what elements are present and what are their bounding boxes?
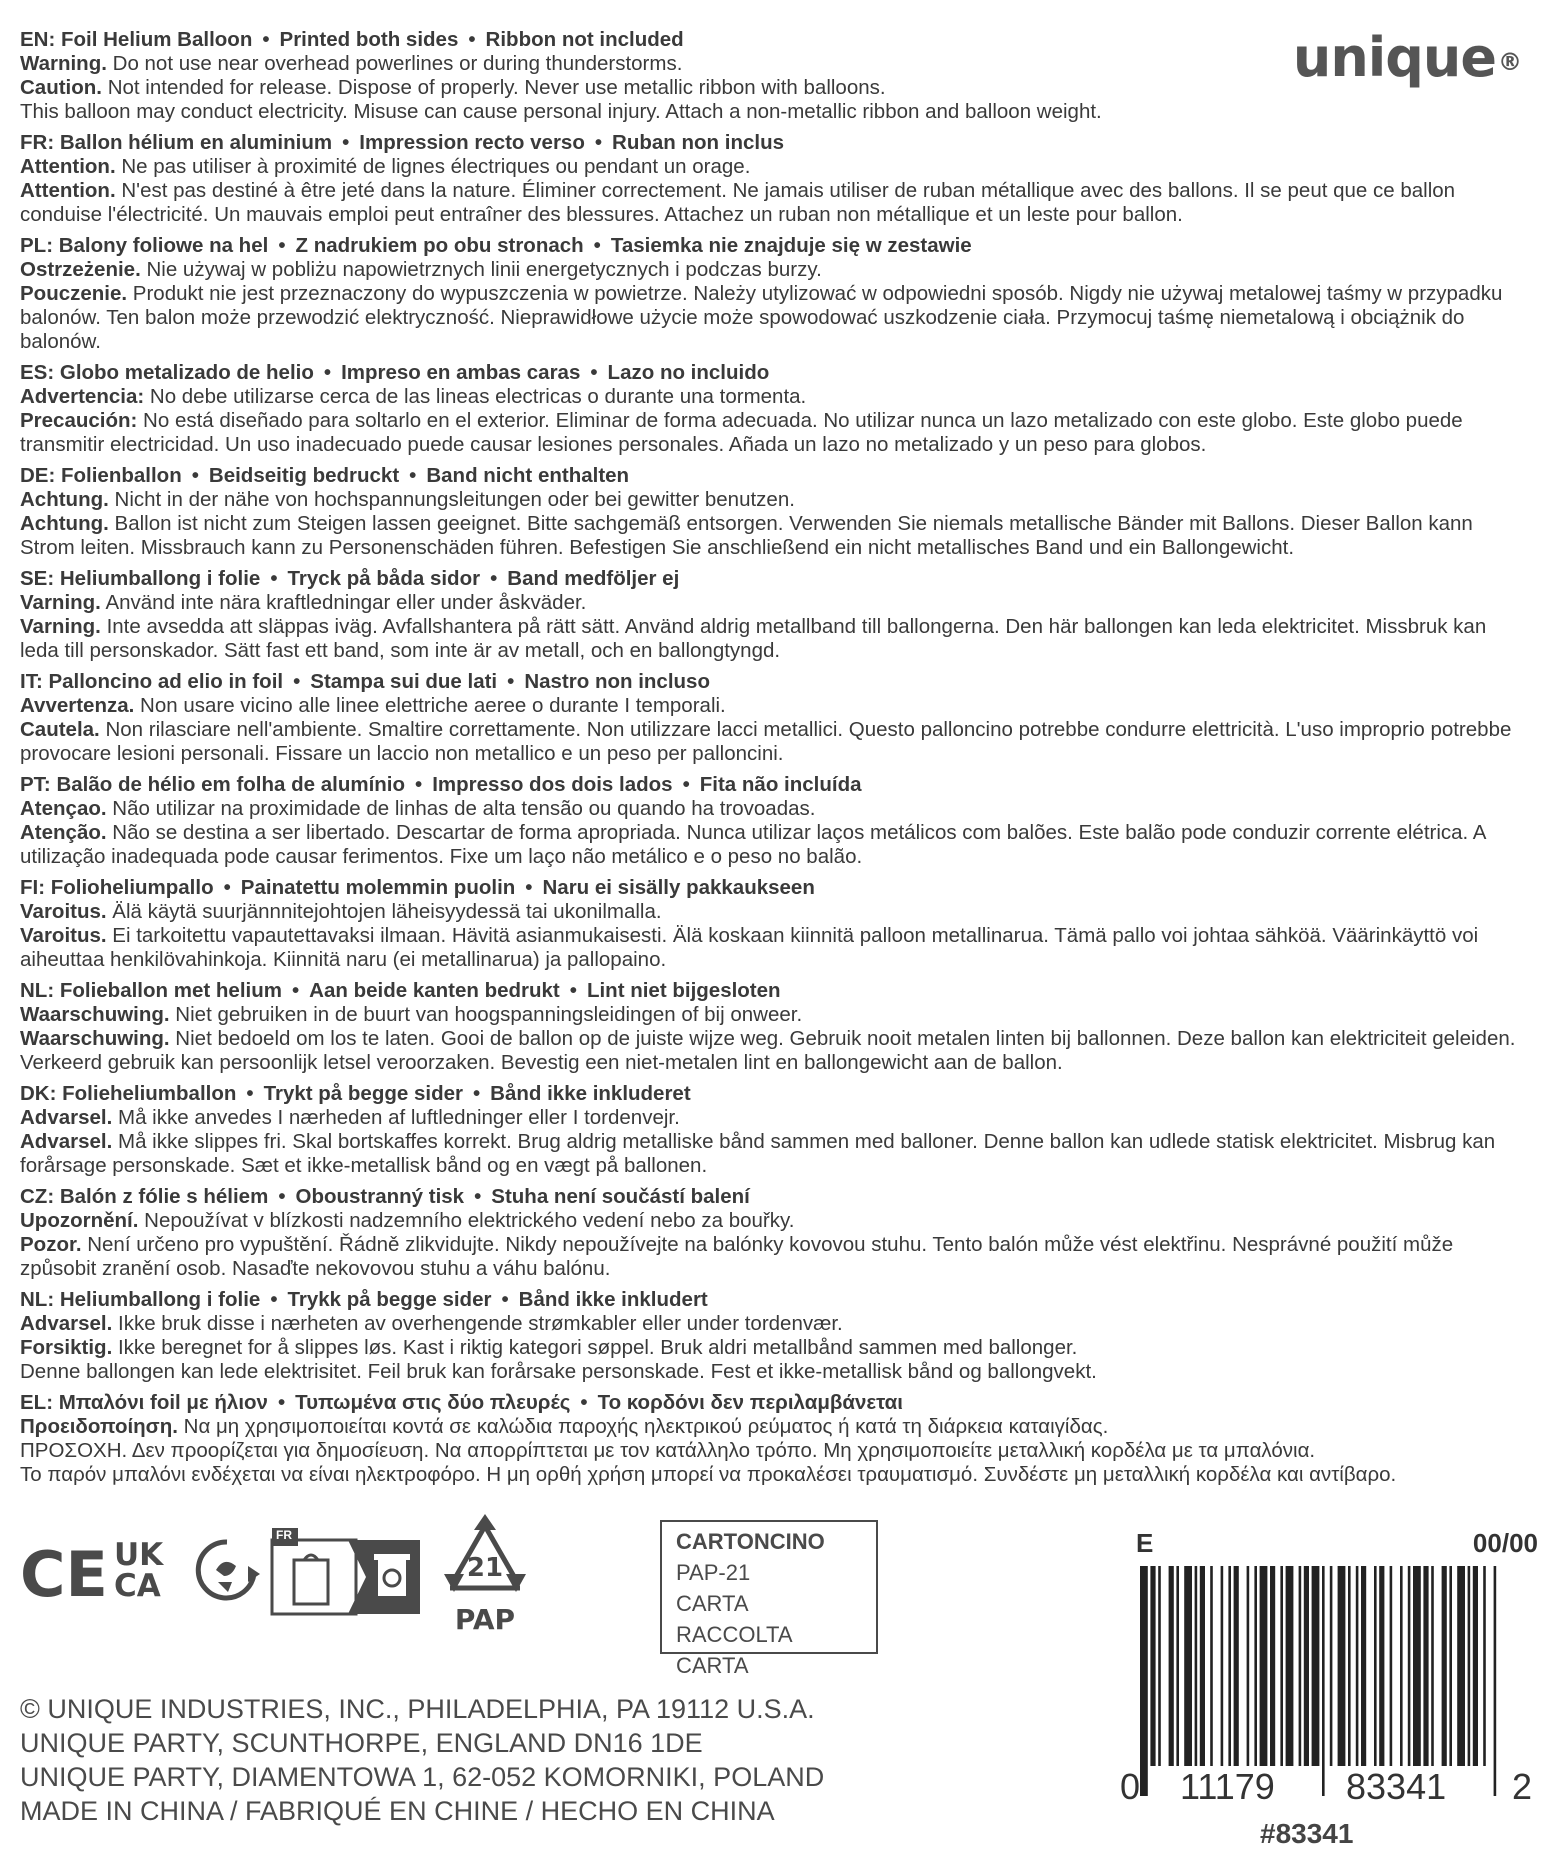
warning-label: Varning. bbox=[20, 591, 101, 614]
bullet-separator: • bbox=[262, 28, 270, 51]
barcode-bar bbox=[1408, 1566, 1411, 1766]
warning-line bbox=[20, 821, 1520, 869]
header-part: Aan beide kanten bedrukt bbox=[309, 979, 560, 1002]
header-part: PT: Balão de hélio em folha de alumínio bbox=[20, 773, 406, 796]
warning-line bbox=[20, 591, 1520, 615]
warning-text: Nicht in der nähe von hochspannungsleitungen oder bei gewitter benutzen. bbox=[108, 488, 795, 511]
barcode-bar bbox=[1184, 1566, 1192, 1766]
header-part: Impression recto verso bbox=[359, 131, 585, 154]
ukca-bottom: CA bbox=[114, 1568, 161, 1604]
language-section bbox=[20, 28, 1520, 124]
footer-area bbox=[20, 1520, 1538, 1860]
barcode-bar bbox=[1280, 1566, 1283, 1766]
bullet-separator: • bbox=[223, 876, 231, 899]
warning-text: Not intended for release. Dispose of properly. Never use metallic ribbon with balloons. bbox=[102, 76, 886, 99]
warning-line bbox=[20, 1360, 1520, 1384]
recycle-material: PAP bbox=[454, 1603, 516, 1636]
warning-line bbox=[20, 488, 1520, 512]
recycling-line: CARTA bbox=[676, 1591, 749, 1616]
barcode-bar bbox=[1299, 1566, 1302, 1766]
warning-line bbox=[20, 52, 1520, 76]
language-section bbox=[20, 567, 1520, 663]
bullet-separator: • bbox=[501, 1288, 509, 1311]
warning-text: No está diseñado para soltarlo en el exterior. Eliminar de forma adecuada. No utilizar nunca un lazo metalizado con este globo. Este globo puede transmitir electricidad. Un uso inadecuado puede causar lesiones personales. Añada un lazo no metalizado y un peso para globos. bbox=[20, 409, 1463, 456]
barcode-bar bbox=[1176, 1566, 1179, 1766]
barcode-bar bbox=[1483, 1566, 1486, 1766]
language-section bbox=[20, 1082, 1520, 1178]
warning-line bbox=[20, 1027, 1520, 1075]
language-section bbox=[20, 464, 1520, 560]
header-part: Bånd ikke inkludert bbox=[518, 1288, 708, 1311]
warning-text: ΠΡΟΣΟΧΗ. Δεν προορίζεται για δημοσίευση. Να απορρίπτεται με τον κατάλληλο τρόπο. Μη χρησιμοποιείτε μεταλλική κορδέλα με τα μπαλόνια. bbox=[20, 1439, 1316, 1462]
bullet-separator: • bbox=[593, 234, 601, 257]
section-header bbox=[20, 131, 1520, 155]
section-header bbox=[20, 1185, 1520, 1209]
bullet-separator: • bbox=[409, 464, 417, 487]
warning-line bbox=[20, 155, 1520, 179]
section-header bbox=[20, 773, 1520, 797]
barcode-bar bbox=[1457, 1566, 1465, 1766]
warning-line bbox=[20, 694, 1520, 718]
bullet-separator: • bbox=[415, 773, 423, 796]
recycle-head-icon bbox=[194, 1536, 260, 1606]
warning-line bbox=[20, 615, 1520, 663]
header-part: Trykk på begge sider bbox=[287, 1288, 492, 1311]
header-part: Nastro non incluso bbox=[524, 670, 710, 693]
warning-label: Upozornění. bbox=[20, 1209, 139, 1232]
warning-text: Niet bedoeld om los te laten. Gooi de ballon op de juiste wijze weg. Gebruik nooit metalen linten bij ballonnen. Deze ballon kan elektriciteit geleiden. Verkeerd gebruik kan persoonlijk letsel veroorzaken. Bevestig een niet-metalen lint en ballongewicht aan de ballon. bbox=[20, 1027, 1516, 1074]
header-part: Ribbon not included bbox=[485, 28, 684, 51]
header-part: PL: Balony foliowe na hel bbox=[20, 234, 269, 257]
bullet-separator: • bbox=[474, 1185, 482, 1208]
header-part: Oboustranný tisk bbox=[295, 1185, 465, 1208]
warning-label: Waarschuwing. bbox=[20, 1003, 170, 1026]
bullet-separator: • bbox=[246, 1082, 254, 1105]
language-section bbox=[20, 876, 1520, 972]
header-part: CZ: Balón z fólie s héliem bbox=[20, 1185, 269, 1208]
warning-text: Använd inte nära kraftledningar eller under åskväder. bbox=[100, 591, 587, 614]
address-line: UNIQUE PARTY, DIAMENTOWA 1, 62-052 KOMORNIKI, POLAND bbox=[20, 1762, 825, 1792]
warning-text: Ei tarkoitettu vapautettavaksi ilmaan. Hävitä asianmukaisesti. Älä koskaan kiinnitä palloon metallinarua. Tämä pallo voi johtaa sähköä. Väärinkäyttö voi aiheuttaa henkilövahinkoja. Kiinnitä naru (ei metallinarua) ja pallopaino. bbox=[20, 924, 1479, 971]
warning-text: Να μη χρησιμοποιείται κοντά σε καλώδια παροχής ηλεκτρικού ρεύματος ή κατά τη διάρκεια καταιγίδας. bbox=[177, 1415, 1109, 1438]
warning-label: Achtung. bbox=[20, 512, 109, 535]
warning-label: Avvertenza. bbox=[20, 694, 135, 717]
warning-text: This balloon may conduct electricity. Misuse can cause personal injury. Attach a non-metallic ribbon and balloon weight. bbox=[20, 100, 1102, 123]
warning-line bbox=[20, 1003, 1520, 1027]
pap-recycling-symbol bbox=[440, 1520, 530, 1636]
warning-line bbox=[20, 409, 1520, 457]
bullet-separator: • bbox=[270, 567, 278, 590]
header-part: ES: Globo metalizado de helio bbox=[20, 361, 314, 384]
bullet-separator: • bbox=[594, 131, 603, 154]
header-part: Lint niet bijgesloten bbox=[586, 979, 781, 1002]
warning-line bbox=[20, 512, 1520, 560]
warning-line bbox=[20, 1463, 1520, 1487]
warning-label: Pouczenie. bbox=[20, 282, 128, 305]
warning-text: Non usare vicino alle linee elettriche aeree o durante I temporali. bbox=[134, 694, 726, 717]
barcode-bar bbox=[1221, 1566, 1224, 1766]
warning-line bbox=[20, 1336, 1520, 1360]
warning-line bbox=[20, 718, 1520, 766]
warning-text: Må ikke anvedes I nærheden af luftledninger eller I tordenvejr. bbox=[112, 1106, 680, 1129]
header-part: EN: Foil Helium Balloon bbox=[20, 28, 253, 51]
warning-label: Waarschuwing. bbox=[20, 1027, 170, 1050]
bullet-separator: • bbox=[569, 979, 577, 1002]
section-header bbox=[20, 1082, 1520, 1106]
recycle-code: 21 bbox=[466, 1553, 504, 1583]
warning-label: Ostrzeżenie. bbox=[20, 258, 141, 281]
warning-line bbox=[20, 1209, 1520, 1233]
recycle-triangle-icon bbox=[440, 1520, 530, 1600]
barcode-bar bbox=[1286, 1566, 1294, 1766]
warning-line bbox=[20, 1439, 1520, 1463]
warning-label: Attention. bbox=[20, 179, 116, 202]
barcode-bar bbox=[1270, 1566, 1275, 1766]
warning-label: Advarsel. bbox=[20, 1130, 113, 1153]
warning-line bbox=[20, 385, 1520, 409]
barcode-bar bbox=[1400, 1566, 1403, 1766]
header-part: Z nadrukiem po obu stronach bbox=[295, 234, 584, 257]
ukca-mark-icon bbox=[114, 1537, 180, 1604]
warning-text: N'est pas destiné à être jeté dans la nature. Éliminer correctement. Ne jamais utiliser de ruban métallique avec des ballons. Il se peut que ce ballon conduise l'électricité. Un mauvais emploi peut entraîner des blessures. Attachez un ruban non métallique et un leste pour ballon. bbox=[20, 179, 1456, 226]
bullet-separator: • bbox=[468, 28, 476, 51]
section-header bbox=[20, 361, 1520, 385]
section-header bbox=[20, 1288, 1520, 1312]
address-line: MADE IN CHINA / FABRIQUÉ EN CHINE / HECHO EN CHINA bbox=[20, 1796, 775, 1826]
warning-label: Forsiktig. bbox=[20, 1336, 113, 1359]
header-part: Band medföljer ej bbox=[507, 567, 680, 590]
header-part: Beidseitig bedruckt bbox=[208, 464, 400, 487]
barcode-bar bbox=[1140, 1566, 1148, 1796]
warning-label: Advertencia: bbox=[20, 385, 145, 408]
brand-name: unique bbox=[1292, 26, 1496, 89]
language-section bbox=[20, 1288, 1520, 1384]
barcode-bar bbox=[1150, 1566, 1155, 1766]
bullet-separator: • bbox=[525, 876, 533, 899]
bullet-separator: • bbox=[277, 1391, 286, 1414]
warning-text: Nepoužívat v blízkosti nadzemního elektrického vedení nebo za bouřky. bbox=[138, 1209, 795, 1232]
barcode-bar bbox=[1247, 1566, 1250, 1766]
bullet-separator: • bbox=[472, 1082, 481, 1105]
triman-badge bbox=[270, 1526, 422, 1616]
barcode-bars bbox=[1140, 1566, 1500, 1796]
warning-text: Není určeno pro vypuštění. Řádně zlikvidujte. Nikdy nepoužívejte na balónky kovovou stuhu. Tento balón může vést elektřinu. Nesprávné použití může způsobit zranění osob. Nasaďte nekovovou stuhu a váhu balónu. bbox=[20, 1233, 1454, 1280]
warning-line bbox=[20, 900, 1520, 924]
barcode-bar bbox=[1338, 1566, 1346, 1766]
barcode-bar bbox=[1330, 1566, 1333, 1766]
barcode-bar bbox=[1322, 1566, 1325, 1796]
barcode-bar bbox=[1260, 1566, 1268, 1766]
warning-line bbox=[20, 76, 1520, 100]
language-section bbox=[20, 1391, 1520, 1487]
barcode-bar bbox=[1431, 1566, 1434, 1766]
section-header bbox=[20, 1391, 1520, 1415]
header-part: Impreso en ambas caras bbox=[341, 361, 581, 384]
header-part: Printed both sides bbox=[279, 28, 459, 51]
barcode-bar bbox=[1468, 1566, 1471, 1766]
barcode-bar bbox=[1200, 1566, 1205, 1766]
header-part: Band nicht enthalten bbox=[426, 464, 630, 487]
language-section bbox=[20, 773, 1520, 869]
recycling-line: RACCOLTA CARTA bbox=[676, 1622, 792, 1678]
bullet-separator: • bbox=[682, 773, 690, 796]
header-part: IT: Palloncino ad elio in foil bbox=[20, 670, 284, 693]
bullet-separator: • bbox=[507, 670, 515, 693]
barcode-bar bbox=[1442, 1566, 1447, 1766]
warning-label: Προειδοποίηση. bbox=[20, 1415, 178, 1438]
sku-number: #83341 bbox=[1260, 1818, 1354, 1849]
header-part: Tasiemka nie znajduje się w zestawie bbox=[610, 234, 972, 257]
warning-text: Non rilasciare nell'ambiente. Smaltire correttamente. Non utilizzare lacci metallici. Questo palloncino potrebbe condurre elettricità. L'uso improprio potrebbe provocare lesioni personali. Fissare un laccio non metallico e un peso per palloncini. bbox=[20, 718, 1512, 765]
barcode-bar bbox=[1379, 1566, 1384, 1766]
warning-line bbox=[20, 1233, 1520, 1281]
header-part: FR: Ballon hélium en aluminium bbox=[20, 131, 333, 154]
registered-mark: ® bbox=[1498, 48, 1521, 76]
warning-label: Advarsel. bbox=[20, 1106, 113, 1129]
warning-label: Precaución: bbox=[20, 409, 138, 432]
header-part: Τυπωμένα στις δύο πλευρές bbox=[295, 1391, 571, 1414]
language-section bbox=[20, 361, 1520, 457]
barcode-bar bbox=[1210, 1566, 1213, 1766]
warning-text: Το παρόν μπαλόνι ενδέχεται να είναι ηλεκτροφόρο. Η μη ορθή χρήση μπορεί να προκαλέσει τραυματισμό. Συνδέστε μη μεταλλική κορδέλα και αντίβαρο. bbox=[20, 1463, 1397, 1486]
section-header bbox=[20, 234, 1520, 258]
header-part: DE: Folienballon bbox=[20, 464, 182, 487]
warning-label: Achtung. bbox=[20, 488, 109, 511]
barcode-digit-first: 0 bbox=[1120, 1766, 1141, 1807]
bullet-separator: • bbox=[580, 1391, 588, 1414]
header-part: Stuha není součástí balení bbox=[491, 1185, 750, 1208]
language-section bbox=[20, 670, 1520, 766]
warning-label: Varning. bbox=[20, 615, 101, 638]
warning-text: Inte avsedda att släppas iväg. Avfallshantera på rätt sätt. Använd aldrig metallband till ballongerna. Den här ballongen kan leda elektricitet. Missbruk kan leda till personskador. Sätt fast ett band, som inte är av metall, och en ballongtyngd. bbox=[20, 615, 1487, 662]
barcode-bar bbox=[1195, 1566, 1198, 1766]
barcode-digit-last: 2 bbox=[1512, 1766, 1533, 1807]
header-part: Lazo no incluido bbox=[607, 361, 770, 384]
warning-text: Ikke beregnet for å slippes løs. Kast i riktig kategori søppel. Bruk aldri metallbånd sammen med ballonger. bbox=[112, 1336, 1078, 1359]
warning-text: Não utilizar na proximidade de linhas de alta tensão ou quando ha trovoadas. bbox=[106, 797, 816, 820]
header-part: NL: Folieballon met helium bbox=[20, 979, 282, 1002]
warning-line bbox=[20, 258, 1520, 282]
section-header bbox=[20, 464, 1520, 488]
recycling-line: CARTONCINO bbox=[676, 1529, 825, 1554]
header-part: SE: Heliumballong i folie bbox=[20, 567, 261, 590]
warning-label: Warning. bbox=[20, 52, 107, 75]
warning-text: Não se destina a ser libertado. Descartar de forma apropriada. Nunca utilizar laços metálicos com balões. Este balão pode conduzir corrente elétrica. A utilização inadequada pode causar ferimentos. Fixe um laço não metálico e o peso no balão. bbox=[20, 821, 1486, 868]
barcode-bar bbox=[1348, 1566, 1351, 1766]
bullet-separator: • bbox=[590, 361, 598, 384]
warning-text: Nie używaj w pobliżu napowietrznych linii energetycznych i podczas burzy. bbox=[140, 258, 822, 281]
barcode-corner-left: E bbox=[1136, 1528, 1154, 1558]
barcode-bar bbox=[1361, 1566, 1366, 1766]
header-part: NL: Heliumballong i folie bbox=[20, 1288, 261, 1311]
warning-line bbox=[20, 1106, 1520, 1130]
header-part: EL: Μπαλόνι foil με ήλιον bbox=[20, 1391, 268, 1414]
warning-text: Niet gebruiken in de buurt van hoogspanningsleidingen of bij onweer. bbox=[169, 1003, 803, 1026]
warning-label: Varoitus. bbox=[20, 900, 107, 923]
section-header bbox=[20, 979, 1520, 1003]
bullet-separator: • bbox=[293, 670, 301, 693]
barcode-bar bbox=[1423, 1566, 1428, 1766]
ukca-top: UK bbox=[114, 1537, 164, 1573]
bullet-separator: • bbox=[278, 1185, 286, 1208]
barcode-area bbox=[1120, 1528, 1540, 1848]
warning-line bbox=[20, 797, 1520, 821]
warning-sections bbox=[20, 28, 1520, 1494]
warning-text: No debe utilizarse cerca de las lineas electricas o durante una tormenta. bbox=[144, 385, 807, 408]
barcode-group-right: 83341 bbox=[1346, 1766, 1447, 1807]
header-part: Bånd ikke inkluderet bbox=[490, 1082, 691, 1105]
bullet-separator: • bbox=[191, 464, 199, 487]
barcode-bar bbox=[1473, 1566, 1478, 1766]
barcode-bar bbox=[1449, 1566, 1452, 1766]
warning-text: Älä käytä suurjännnitejohtojen läheisyydessä tai ukonilmalla. bbox=[106, 900, 662, 923]
header-part: Impresso dos dois lados bbox=[432, 773, 673, 796]
triman-badge-icon bbox=[270, 1526, 422, 1616]
bullet-separator: • bbox=[278, 234, 286, 257]
warning-text: Do not use near overhead powerlines or during thunderstorms. bbox=[106, 52, 683, 75]
barcode-group-left: 11179 bbox=[1180, 1766, 1275, 1807]
company-address bbox=[20, 1692, 824, 1828]
warning-line bbox=[20, 924, 1520, 972]
ce-mark-icon bbox=[20, 1538, 108, 1611]
warning-text: Denne ballongen kan lede elektrisitet. Feil bruk kan forårsake personskade. Fest et ikke-metallisk bånd og ballongvekt. bbox=[20, 1360, 1097, 1383]
recycling-info-box bbox=[660, 1520, 878, 1678]
header-part: Το κορδόνι δεν περιλαμβάνεται bbox=[597, 1391, 903, 1414]
bullet-separator: • bbox=[323, 361, 332, 384]
header-part: Painatettu molemmin puolin bbox=[240, 876, 516, 899]
warning-line bbox=[20, 179, 1520, 227]
header-part: Ruban non inclus bbox=[612, 131, 785, 154]
warning-text: Ballon ist nicht zum Steigen lassen geeignet. Bitte sachgemäß entsorgen. Verwenden Sie niemals metallische Bänder mit Ballons. Dieser Ballon kann Strom leiten. Missbrauch kann zu Personenschäden führen. Befestigen Sie anschließend ein nicht metallisches Band und ein Ballongewicht. bbox=[20, 512, 1473, 559]
section-header bbox=[20, 567, 1520, 591]
warning-label: Varoitus. bbox=[20, 924, 107, 947]
header-part: Trykt på begge sider bbox=[263, 1082, 463, 1105]
warning-line bbox=[20, 1312, 1520, 1336]
warning-line bbox=[20, 100, 1520, 124]
warning-label: Atençao. bbox=[20, 797, 107, 820]
address-line: © UNIQUE INDUSTRIES, INC., PHILADELPHIA, PA 19112 U.S.A. bbox=[20, 1694, 815, 1724]
warning-label: Attention. bbox=[20, 155, 116, 178]
language-section bbox=[20, 131, 1520, 227]
language-section bbox=[20, 1185, 1520, 1281]
bullet-separator: • bbox=[490, 567, 498, 590]
barcode-bar bbox=[1312, 1566, 1320, 1766]
bullet-separator: • bbox=[291, 979, 300, 1002]
header-part: DK: Folieheliumballon bbox=[20, 1082, 237, 1105]
barcode-bar bbox=[1374, 1566, 1377, 1766]
bullet-separator: • bbox=[342, 131, 350, 154]
barcode-bar bbox=[1494, 1566, 1497, 1796]
header-part: Fita não incluída bbox=[699, 773, 862, 796]
warning-line bbox=[20, 1130, 1520, 1178]
bullet-separator: • bbox=[270, 1288, 278, 1311]
barcode-bar bbox=[1234, 1566, 1239, 1766]
header-part: Stampa sui due lati bbox=[310, 670, 498, 693]
barcode-bar bbox=[1228, 1566, 1231, 1766]
barcode-corner-right: 00/00 bbox=[1472, 1528, 1538, 1558]
barcode-bar bbox=[1413, 1566, 1421, 1766]
warning-line bbox=[20, 1415, 1520, 1439]
section-header bbox=[20, 670, 1520, 694]
barcode-bar bbox=[1356, 1566, 1359, 1766]
language-section bbox=[20, 979, 1520, 1075]
warning-label: Atenção. bbox=[20, 821, 107, 844]
warning-label: Caution. bbox=[20, 76, 102, 99]
recycling-line: PAP-21 bbox=[676, 1560, 751, 1585]
barcode-bar bbox=[1158, 1566, 1161, 1766]
barcode-bar bbox=[1254, 1566, 1257, 1766]
warning-text: Ne pas utiliser à proximité de lignes électriques ou pendant un orage. bbox=[115, 155, 751, 178]
header-part: Naru ei sisälly pakkaukseen bbox=[542, 876, 815, 899]
warning-text: Produkt nie jest przeznaczony do wypuszczenia w powietrze. Należy utylizować w odpowiedni sposób. Nigdy nie używaj metalowej taśmy w przypadku balonów. Ten balon może przewodzić elektryczność. Nieprawidłowe użycie może spowodować uszkodzenie ciała. Przymocuj taśmę niemetalową i obciążnik do balonów. bbox=[20, 282, 1503, 353]
address-line: UNIQUE PARTY, SCUNTHORPE, ENGLAND DN16 1DE bbox=[20, 1728, 703, 1758]
header-part: FI: Folioheliumpallo bbox=[20, 876, 214, 899]
language-section bbox=[20, 234, 1520, 354]
section-header bbox=[20, 28, 1520, 52]
barcode-bar bbox=[1304, 1566, 1309, 1766]
warning-label: Cautela. bbox=[20, 718, 100, 741]
warning-label: Advarsel. bbox=[20, 1312, 113, 1335]
barcode-bar bbox=[1390, 1566, 1393, 1766]
warning-text: Ikke bruk disse i nærheten av overhengende strømkabler eller under tordenvær. bbox=[112, 1312, 843, 1335]
warning-line bbox=[20, 282, 1520, 354]
barcode-bar bbox=[1169, 1566, 1174, 1766]
triman-country: FR bbox=[276, 1528, 292, 1542]
warning-text: Må ikke slippes fri. Skal bortskaffes korrekt. Brug aldrig metalliske bånd sammen med balloner. Denne ballon kan udlede statisk elektricitet. Misbrug kan forårsage personskade. Sæt et ikke-metallisk bånd og en vægt på ballonen. bbox=[20, 1130, 1496, 1177]
header-part: Tryck på båda sidor bbox=[287, 567, 481, 590]
warning-label: Pozor. bbox=[20, 1233, 82, 1256]
ce-mark-text: CE bbox=[20, 1538, 108, 1611]
section-header bbox=[20, 876, 1520, 900]
